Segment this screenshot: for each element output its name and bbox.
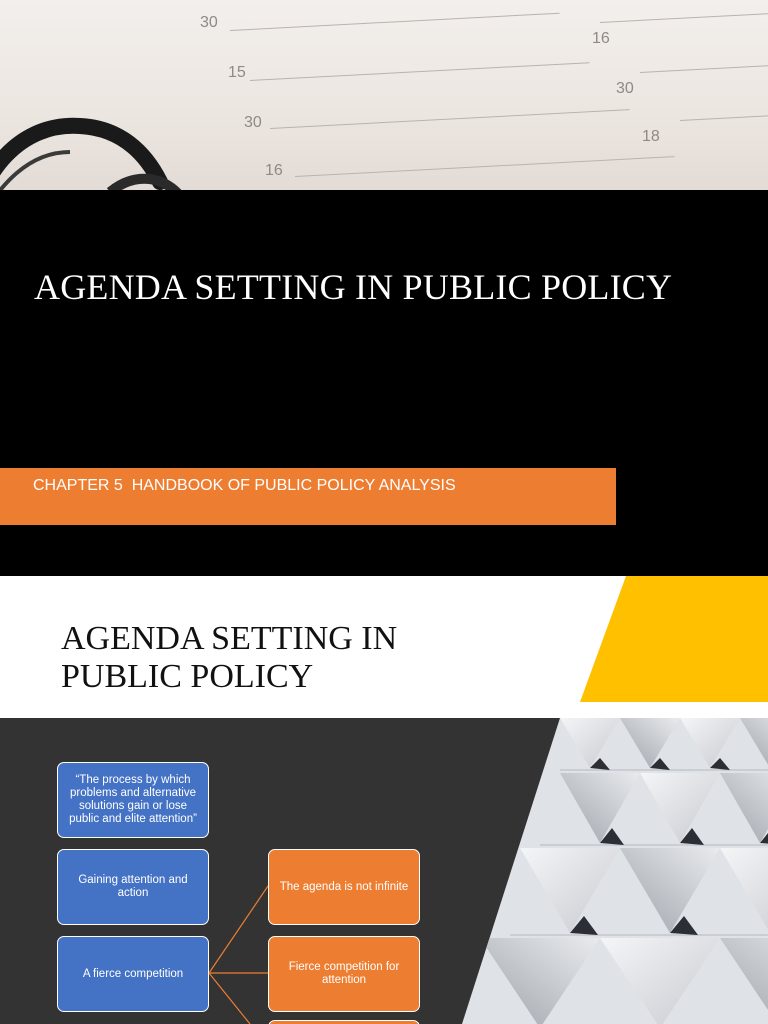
photo-number: 18 (642, 128, 660, 145)
slide-header (0, 576, 768, 718)
content-slide (0, 576, 768, 1024)
title-line-2: PUBLIC POLICY (61, 658, 314, 695)
definition-box: “The process by which problems and alternative solutions gain or lose public and elite attention” (57, 762, 209, 838)
agenda-not-infinite-box: The agenda is not infinite (268, 849, 420, 925)
subtitle-bar (0, 468, 616, 525)
slide-subtitle: CHAPTER 5 HANDBOOK OF PUBLIC POLICY ANALYSIS (33, 477, 456, 494)
photo-number: 30 (616, 80, 634, 97)
photo-number: 30 (244, 114, 262, 131)
photo-number: 16 (265, 162, 283, 179)
title-line-1: AGENDA SETTING IN (61, 620, 398, 657)
photo-number: 15 (228, 64, 246, 81)
next-orange-box (268, 1020, 420, 1024)
photo-number: 30 (200, 14, 218, 31)
photo-number: 16 (592, 30, 610, 47)
fierce-competition-box: A fierce competition (57, 936, 209, 1012)
slide-title (61, 620, 397, 696)
yellow-accent-shape (580, 576, 768, 702)
gaining-attention-box: Gaining attention and action (57, 849, 209, 925)
diagram-area (0, 718, 768, 1024)
slide-title: AGENDA SETTING IN PUBLIC POLICY (34, 267, 673, 307)
notebook-photo (0, 0, 768, 190)
eyeglasses-image (0, 112, 220, 190)
competition-for-attention-box: Fierce competition for attention (268, 936, 420, 1012)
